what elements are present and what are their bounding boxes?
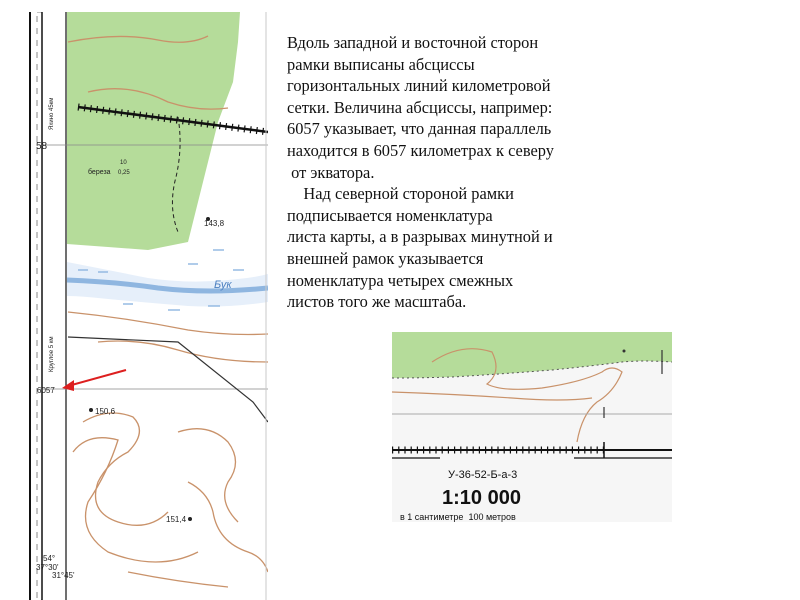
text-line: внешней рамок указывается — [287, 248, 484, 268]
map-inset-canvas — [392, 332, 672, 522]
map-fragment-left — [28, 12, 268, 600]
text-line: Вдоль западной и восточной сторон — [287, 33, 539, 52]
clearing-area — [240, 12, 268, 132]
text-line: от экватора. — [287, 162, 375, 182]
pointer-arrow — [68, 370, 126, 386]
spot-marker-3 — [188, 517, 192, 521]
spot-marker-2 — [89, 408, 93, 412]
map-fragment-inset — [392, 332, 672, 522]
text-line: Над северной стороной рамки — [287, 184, 514, 204]
spot-height-label-1: 143,8 — [204, 219, 225, 228]
text-line: горизонтальных линий километровой — [287, 76, 551, 96]
spot-height-label-2: 150,6 — [95, 407, 116, 416]
corner-lon-label-1: 37°30' — [36, 563, 59, 572]
text-line: листа карты, а в разрывах минутной и — [287, 227, 553, 247]
grid-label-58: 58 — [36, 141, 48, 152]
text-line: находится в 6057 километрах к северу — [287, 140, 554, 160]
text-line: подписывается номенклатура — [287, 205, 493, 225]
forest-area — [67, 12, 240, 250]
side-label-top: Яхино 45км — [49, 97, 55, 130]
river-label: Бук — [214, 279, 232, 291]
text-line: 6057 указывает, что данная параллель — [287, 119, 552, 139]
text-line: рамки выписаны абсциссы — [287, 54, 475, 74]
grid-label-6057: 6057 — [37, 386, 55, 395]
corner-lon-label-2: 31°45' — [52, 571, 75, 580]
map-scale: 1:10 000 — [442, 487, 521, 509]
scale-note: в 1 сантиметре 100 метров — [400, 512, 516, 522]
inset-spot-marker — [623, 350, 626, 353]
sheet-nomenclature: У-36-52-Б-а-3 — [448, 469, 518, 481]
forest-label: береза — [88, 169, 111, 176]
river-floodplain — [67, 262, 268, 307]
side-label-middle: Круглое 5 км — [49, 336, 55, 372]
explanation-text — [287, 32, 687, 313]
map-left-canvas — [28, 12, 268, 600]
forest-fraction-bottom: 0,25 — [118, 170, 130, 176]
forest-fraction-top: 10 — [120, 160, 127, 166]
spot-height-label-3: 151,4 — [166, 515, 187, 524]
text-line: сетки. Величина абсциссы, например: — [287, 97, 553, 117]
corner-lat-label: 54° — [43, 554, 56, 563]
text-line: листов того же масштаба. — [287, 292, 467, 312]
text-line: номенклатура четырех смежных — [287, 270, 514, 290]
